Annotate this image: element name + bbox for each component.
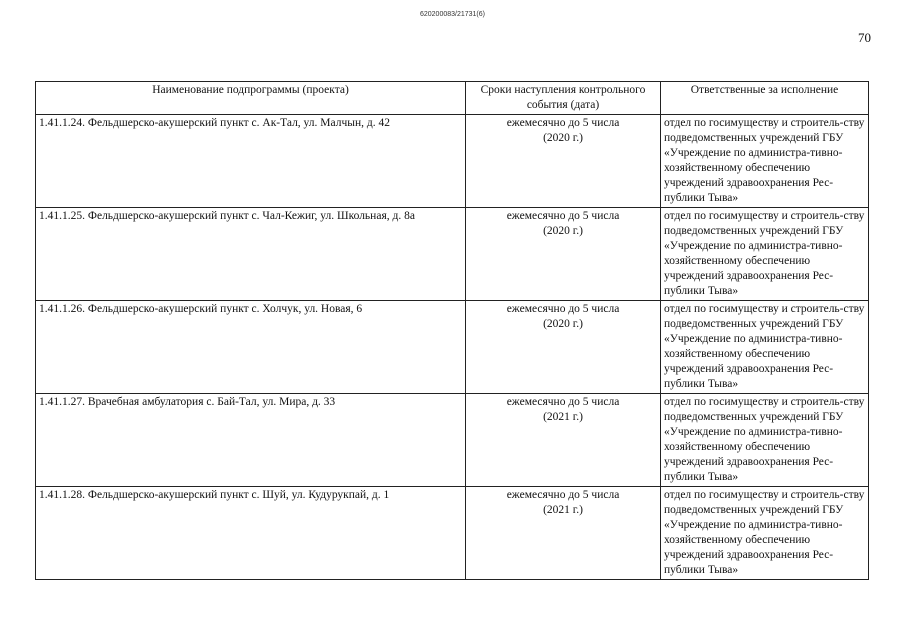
header-responsible: Ответственные за исполнение bbox=[661, 82, 869, 115]
cell-responsible: отдел по госимуществу и строитель-ству подведомственных учреждений ГБУ «Учреждение по администра-тивно-хозяйственному обеспечению учреждений здравоохранения Рес-публики Тыва» bbox=[661, 487, 869, 580]
events-table bbox=[35, 81, 869, 580]
cell-responsible: отдел по госимуществу и строитель-ству подведомственных учреждений ГБУ «Учреждение по администра-тивно-хозяйственному обеспечению учреждений здравоохранения Рес-публики Тыва» bbox=[661, 115, 869, 208]
cell-responsible: отдел по госимуществу и строитель-ству подведомственных учреждений ГБУ «Учреждение по администра-тивно-хозяйственному обеспечению учреждений здравоохранения Рес-публики Тыва» bbox=[661, 394, 869, 487]
date-text: ежемесячно до 5 числа bbox=[506, 210, 620, 222]
cell-name: 1.41.1.25. Фельдшерско-акушерский пункт с. Чал-Кежиг, ул. Школьная, д. 8а bbox=[36, 208, 466, 301]
cell-name: 1.41.1.28. Фельдшерско-акушерский пункт с. Шуй, ул. Кудурукпай, д. 1 bbox=[36, 487, 466, 580]
cell-date bbox=[466, 301, 661, 394]
table-header-row bbox=[36, 82, 869, 115]
date-year: (2020 г.) bbox=[543, 132, 583, 144]
table-row bbox=[36, 208, 869, 301]
cell-date bbox=[466, 208, 661, 301]
date-text: ежемесячно до 5 числа bbox=[506, 396, 620, 408]
cell-responsible: отдел по госимуществу и строитель-ству подведомственных учреждений ГБУ «Учреждение по администра-тивно-хозяйственному обеспечению учреждений здравоохранения Рес-публики Тыва» bbox=[661, 208, 869, 301]
header-name: Наименование подпрограммы (проекта) bbox=[36, 82, 466, 115]
cell-responsible: отдел по госимуществу и строитель-ству подведомственных учреждений ГБУ «Учреждение по администра-тивно-хозяйственному обеспечению учреждений здравоохранения Рес-публики Тыва» bbox=[661, 301, 869, 394]
cell-name: 1.41.1.27. Врачебная амбулатория с. Бай-Тал, ул. Мира, д. 33 bbox=[36, 394, 466, 487]
cell-date bbox=[466, 115, 661, 208]
table-row bbox=[36, 394, 869, 487]
document-code: 620200083/21731(6) bbox=[419, 11, 485, 18]
cell-date bbox=[466, 487, 661, 580]
date-text: ежемесячно до 5 числа bbox=[506, 489, 620, 501]
date-text: ежемесячно до 5 числа bbox=[506, 303, 620, 315]
page-number: 70 bbox=[858, 30, 871, 45]
cell-name: 1.41.1.26. Фельдшерско-акушерский пункт с. Холчук, ул. Новая, 6 bbox=[36, 301, 466, 394]
date-year: (2021 г.) bbox=[543, 504, 583, 516]
table-row bbox=[36, 301, 869, 394]
header-date: Сроки наступления контрольного события (дата) bbox=[466, 82, 661, 115]
date-year: (2021 г.) bbox=[543, 411, 583, 423]
table-row bbox=[36, 115, 869, 208]
table-row bbox=[36, 487, 869, 580]
date-year: (2020 г.) bbox=[543, 318, 583, 330]
date-year: (2020 г.) bbox=[543, 225, 583, 237]
cell-name: 1.41.1.24. Фельдшерско-акушерский пункт с. Ак-Тал, ул. Малчын, д. 42 bbox=[36, 115, 466, 208]
cell-date bbox=[466, 394, 661, 487]
date-text: ежемесячно до 5 числа bbox=[506, 117, 620, 129]
